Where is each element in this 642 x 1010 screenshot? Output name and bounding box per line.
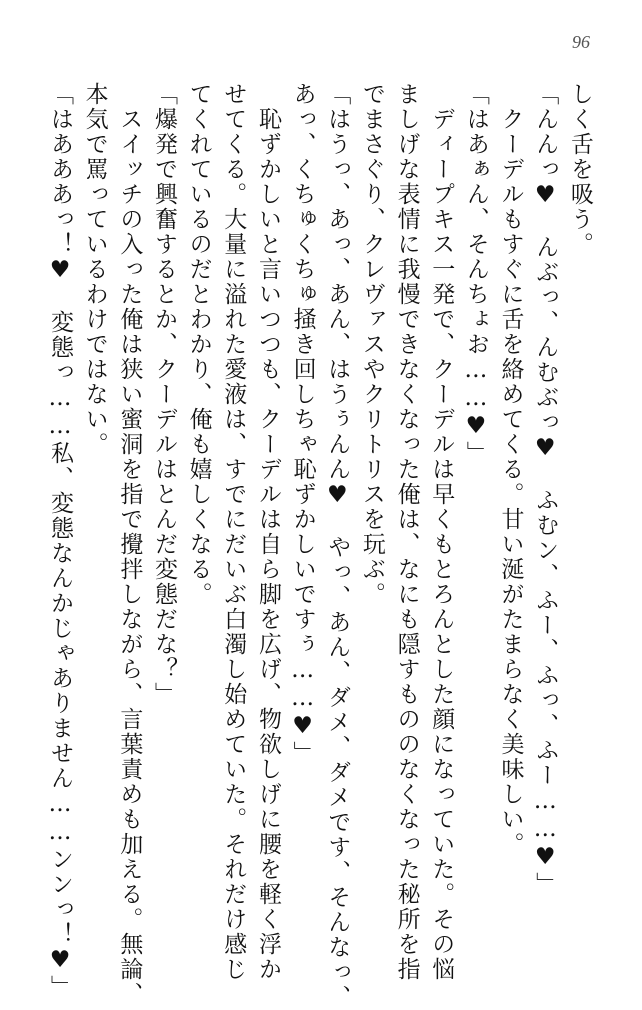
text-line: クーデルもすぐに舌を絡めてくる。甘い涎がたまらなく美味しい。 — [497, 82, 524, 857]
text-line: でまさぐり、クレヴァスやクリトリスを玩ぶ。 — [358, 82, 385, 607]
text-line: しく舌を吸う。 — [566, 82, 593, 257]
text-line: 「爆発で興奮するとか、クーデルはとんだ変態だな？」 — [150, 82, 177, 707]
text-line: 本気で罵っているわけではない。 — [81, 82, 108, 457]
text-line: ディープキス一発で、クーデルは早くもとろんとした顔になっていた。その悩 — [428, 82, 455, 982]
text-line: 恥ずかしいと言いつつも、クーデルは自ら脚を広げ、物欲しげに腰を軽く浮か — [254, 82, 281, 982]
text-line: ましげな表情に我慢できなくなった俺は、なにも隠すもののなくなった秘所を指 — [393, 82, 420, 982]
text-line: てくれているのだとわかり、俺も嬉しくなる。 — [185, 82, 212, 607]
page-number: 96 — [572, 32, 590, 52]
text-line: せてくる。大量に溢れた愛液は、すでにだいぶ白濁し始めていた。それだけ感じ — [220, 82, 247, 982]
text-line: 「はあぁん、そんちょお……♥」 — [462, 82, 489, 466]
text-line: 「はうっ、あっ、あん、はうぅんん♥ やっ、あん、ダメ、ダメです、そんなっ、 — [324, 82, 351, 1010]
text-line: スイッチの入った俺は狭い蜜洞を指で攪拌しながら、言葉責めも加える。無論、 — [116, 82, 143, 1007]
text-line: 「んんっ♥ んぶっ、んむぶっ♥ ふむン、ふー、ふっ、ふー……♥」 — [532, 82, 559, 897]
text-line: 「はあああっ！♥ 変態っ……私、変態なんかじゃありません……ンンっ！♥」 — [47, 82, 73, 1000]
text-line: あっ、くちゅくちゅ掻き回しちゃ恥ずかしいですぅ……♥」 — [289, 82, 316, 766]
vertical-text-body — [46, 82, 594, 1010]
